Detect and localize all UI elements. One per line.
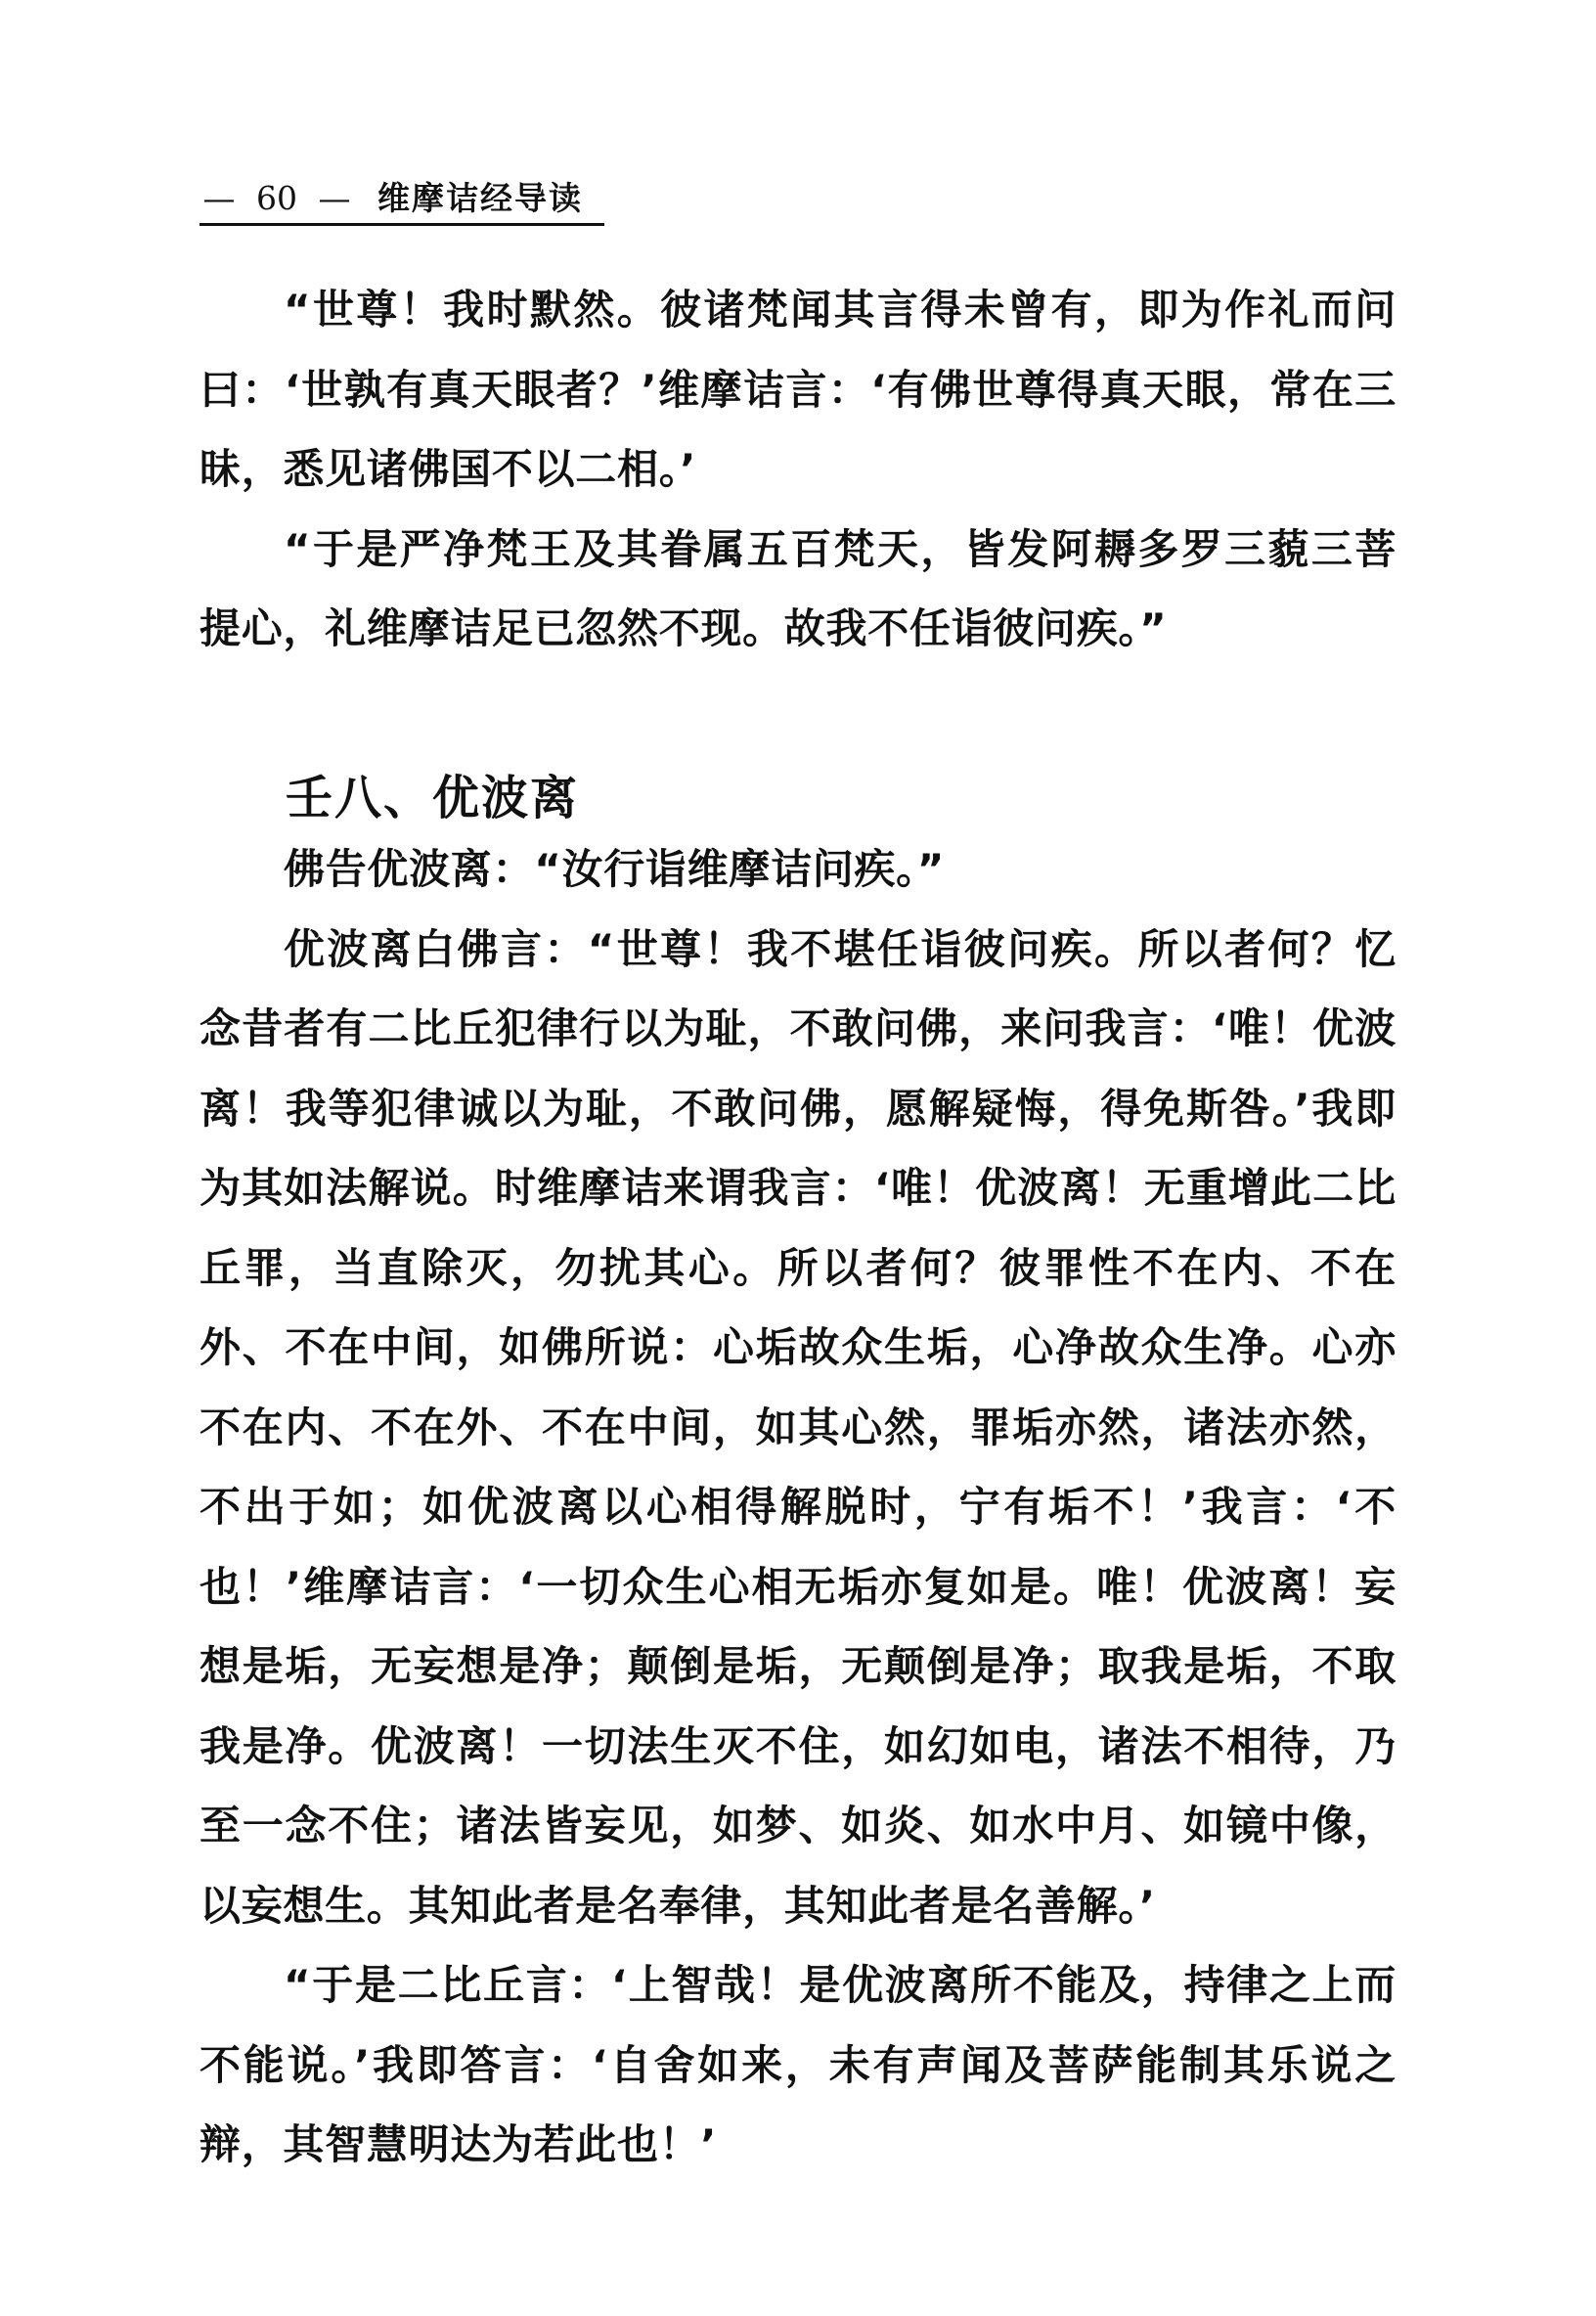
paragraph: 优波离白佛言：“世尊！我不堪任诣彼问疾。所以者何？忆念昔者有二比丘犯律行以为耻，不敢问佛，来问我言：‘唯！优波离！我等犯律诚以为耻，不敢问佛，愿解疑悔，得免斯咎。’我即为其如法解说。时维摩诘来谓我言：‘唯！优波离！无重增此二比丘罪，当直除灭，勿扰其心。所以者何？彼罪性不在内、不在外、不在中间，如佛所说：心垢故众生垢，心净故众生净。心亦不在内、不在外、不在中间，如其心然，罪垢亦然，诸法亦然，不出于如；如优波离以心相得解脱时，宁有垢不！’我言：‘不也！’维摩诘言：‘一切众生心相无垢亦复如是。唯！优波离！妄想是垢，无妄想是净；颠倒是垢，无颠倒是净；取我是垢，不取我是净。优波离！一切法生灭不住，如幻如电，诸法不相待，乃至一念不住；诸法皆妄见，如梦、如炎、如水中月、如镜中像，以妄想生。其知此者是名奉律，其知此者是名善解。’ (200, 924, 1396, 1930)
running-header (200, 174, 604, 226)
header-dash-right: — (318, 179, 351, 217)
header-dash-left: — (202, 179, 236, 217)
section-heading: 壬八、优波离 (286, 771, 580, 825)
continued-text-block (200, 270, 1396, 669)
paragraph: “于是严净梵王及其眷属五百梵天，皆发阿耨多罗三藐三菩提心，礼维摩诘足已忽然不现。故我不任诣彼问疾。” (200, 524, 1396, 652)
book-title: 维摩诘经导读 (377, 179, 583, 217)
paragraph: “世尊！我时默然。彼诸梵闻其言得未曾有，即为作礼而问曰：‘世孰有真天眼者？’维摩诘言：‘有佛世尊得真天眼，常在三昧，悉见诸佛国不以二相。’ (200, 286, 1396, 493)
paragraph: 佛告优波离：“汝行诣维摩诘问疾。” (284, 845, 946, 893)
section-text-block (200, 829, 1396, 2185)
paragraph: “于是二比丘言：‘上智哉！是优波离所不能及，持律之上而不能说。’我即答言：‘自舍如来，未有声闻及菩萨能制其乐说之辩，其智慧明达为若此也！’ (200, 1961, 1396, 2168)
page-number: 60 (256, 179, 297, 217)
